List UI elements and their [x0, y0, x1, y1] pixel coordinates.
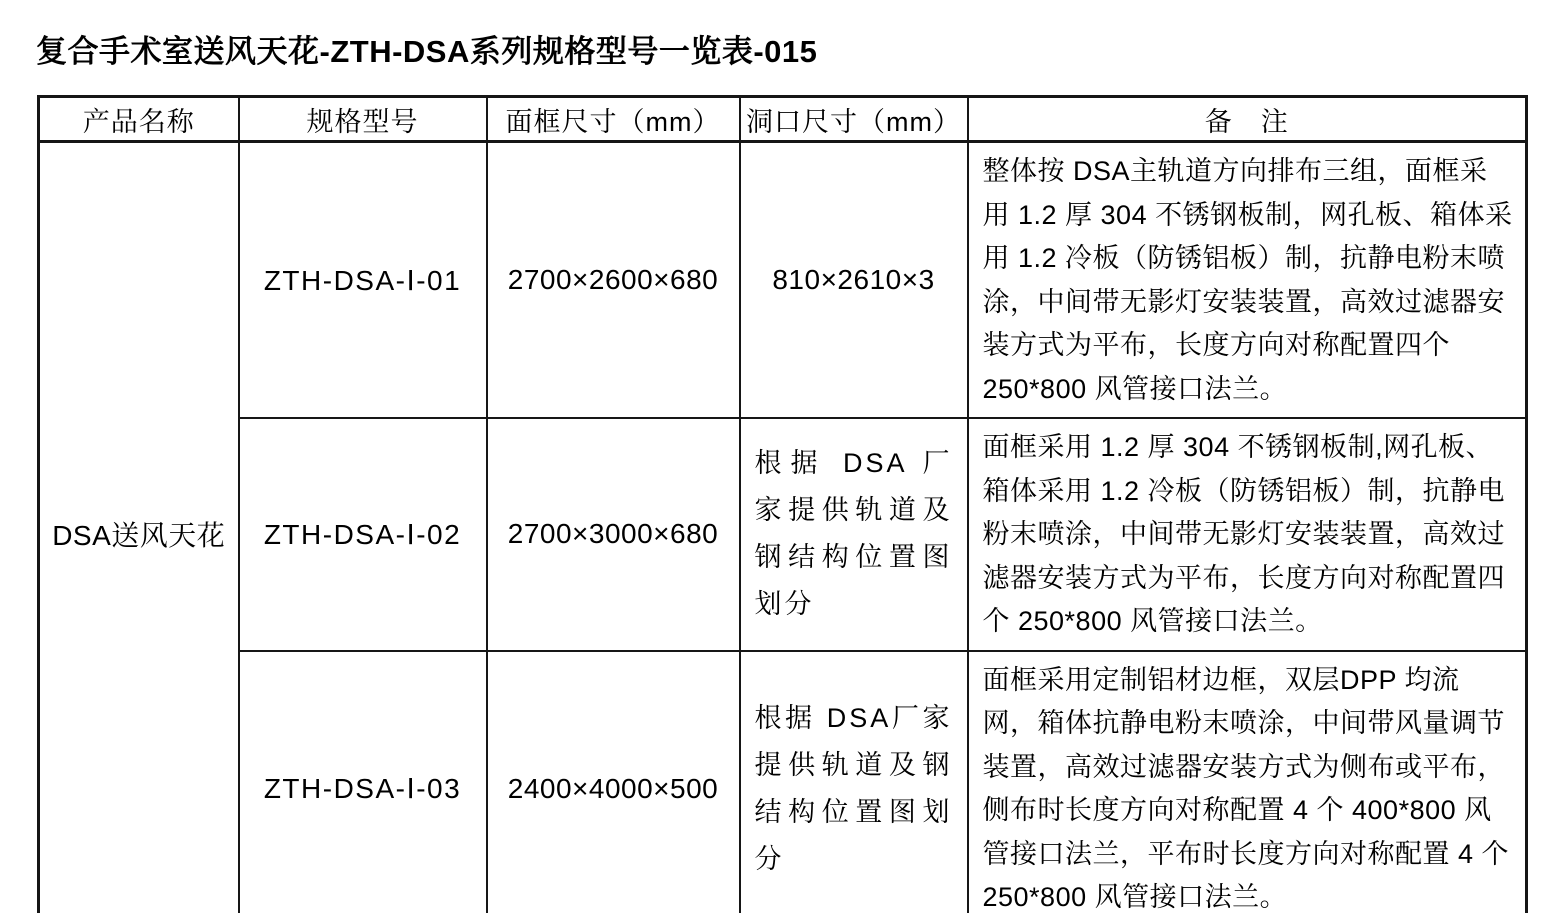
- frame-size-cell-row3: 2400×4000×500: [487, 651, 740, 913]
- col-header-product-name: 产品名称: [39, 97, 239, 142]
- table-row: [39, 418, 1527, 651]
- col-header-frame-size: 面框尺寸（mm）: [487, 97, 740, 142]
- table-header-row: [39, 97, 1527, 142]
- col-header-model: 规格型号: [239, 97, 487, 142]
- page-title: 复合手术室送风天花-ZTH-DSA系列规格型号一览表-015: [36, 34, 818, 69]
- model-cell-row3: ZTH-DSA-Ⅰ-03: [239, 651, 487, 913]
- opening-size-cell-row2: 根据 DSA 厂家提供轨道及钢结构位置图划分: [740, 418, 968, 651]
- opening-size-cell-row1: 810×2610×3: [740, 142, 968, 419]
- table-row: [39, 651, 1527, 913]
- col-header-opening-size: 洞口尺寸（mm）: [740, 97, 968, 142]
- model-cell-row1: ZTH-DSA-Ⅰ-01: [239, 142, 487, 419]
- frame-size-cell-row1: 2700×2600×680: [487, 142, 740, 419]
- remark-cell-row3: 面框采用定制铝材边框，双层DPP 均流网，箱体抗静电粉末喷涂，中间带风量调节装置，高效过滤器安装方式为侧布或平布，侧布时长度方向对称配置 4 个 400*800 风管接口法兰，平布时长度方向对称配置 4 个 250*800 风管接口法兰。: [968, 651, 1527, 913]
- spec-table: [37, 95, 1528, 913]
- product-name-cell: DSA送风天花: [39, 142, 239, 913]
- opening-size-cell-row3: 根据 DSA厂家提供轨道及钢结构位置图划分: [740, 651, 968, 913]
- frame-size-cell-row2: 2700×3000×680: [487, 418, 740, 651]
- col-header-remark: 备 注: [968, 97, 1527, 142]
- table-row: [39, 142, 1527, 419]
- model-cell-row2: ZTH-DSA-Ⅰ-02: [239, 418, 487, 651]
- remark-cell-row2: 面框采用 1.2 厚 304 不锈钢板制,网孔板、箱体采用 1.2 冷板（防锈铝板）制，抗静电粉末喷涂，中间带无影灯安装装置，高效过滤器安装方式为平布，长度方向对称配置四个 250*800 风管接口法兰。: [968, 418, 1527, 651]
- remark-cell-row1: 整体按 DSA主轨道方向排布三组，面框采用 1.2 厚 304 不锈钢板制，网孔板、箱体采用 1.2 冷板（防锈铝板）制，抗静电粉末喷涂，中间带无影灯安装装置，高效过滤器安装方式为平布，长度方向对称配置四个 250*800 风管接口法兰。: [968, 142, 1527, 419]
